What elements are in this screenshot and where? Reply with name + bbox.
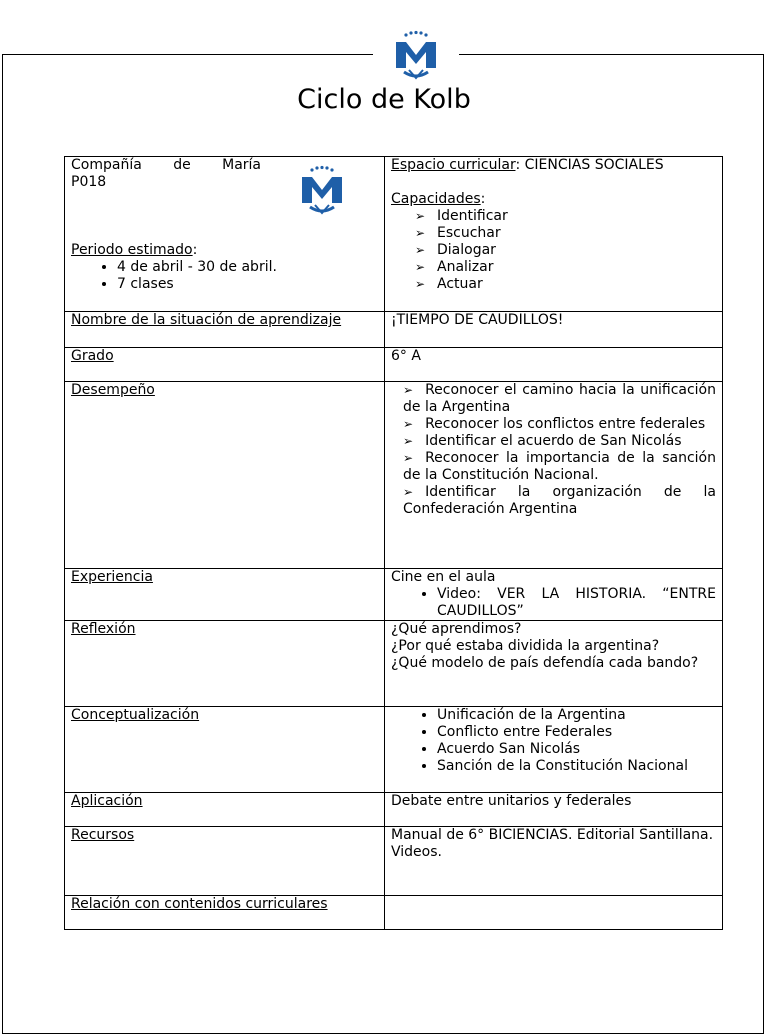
application-label: Aplicación <box>71 793 143 809</box>
page-title: Ciclo de Kolb <box>297 84 471 115</box>
list-item: ➢ Reconocer los conflictos entre federales <box>403 416 706 432</box>
area-line <box>391 157 716 174</box>
period-label: Periodo estimado <box>71 242 193 258</box>
capacities-list <box>391 208 716 293</box>
table-row <box>65 382 723 569</box>
compania-de-maria-logo-icon <box>279 163 365 219</box>
grade-value: 6° A <box>385 348 723 382</box>
table-row <box>65 621 723 707</box>
info-cell <box>65 157 385 312</box>
period-list <box>71 259 378 293</box>
list-item: ➢ Escuchar <box>391 225 716 242</box>
reflection-line: ¿Qué aprendimos? <box>391 621 522 637</box>
performance-label: Desempeño <box>71 382 155 398</box>
capacities-label: Capacidades <box>391 191 481 207</box>
table-row <box>65 793 723 827</box>
reflection-cell <box>385 621 723 707</box>
row-label-cell <box>65 621 385 707</box>
table-row <box>65 348 723 382</box>
arrow-bullet-icon: ➢ <box>403 485 414 499</box>
reflection-line: ¿Por qué estaba dividida la argentina? <box>391 638 660 654</box>
arrow-bullet-icon: ➢ <box>403 434 414 448</box>
list-item: ➢ Identificar la organización de la Confederación Argentina <box>403 484 716 517</box>
compania-de-maria-logo-icon <box>373 28 459 84</box>
arrow-bullet-icon: ➢ <box>403 451 414 465</box>
list-item: • 7 clases <box>117 276 378 293</box>
row-label-cell <box>65 382 385 569</box>
row-label-cell <box>65 896 385 930</box>
row-label-cell <box>65 707 385 793</box>
row-label-cell <box>65 569 385 621</box>
table-row <box>65 827 723 896</box>
table-row <box>65 312 723 348</box>
list-item: • 4 de abril - 30 de abril. <box>117 259 378 276</box>
grade-label: Grado <box>71 348 114 364</box>
concept-list <box>391 707 716 775</box>
experience-cell <box>385 569 723 621</box>
relation-value <box>385 896 723 930</box>
list-item: ➢ Analizar <box>391 259 716 276</box>
resources-label: Recursos <box>71 827 135 843</box>
performance-cell <box>385 382 723 569</box>
capacities-heading: Capacidades: <box>391 191 486 207</box>
period-heading: Periodo estimado: <box>71 242 198 258</box>
relation-label: Relación con contenidos curriculares <box>71 896 328 912</box>
row-label-cell <box>65 348 385 382</box>
area-cell <box>385 157 723 312</box>
list-item: • Conflicto entre Federales <box>437 724 716 741</box>
application-value: Debate entre unitarios y federales <box>385 793 723 827</box>
concept-label: Conceptualización <box>71 707 200 723</box>
reflection-label: Reflexión <box>71 621 136 637</box>
list-item: • Sanción de la Constitución Nacional <box>437 758 716 775</box>
area-label: Espacio curricular <box>391 157 516 173</box>
experience-list <box>391 586 716 620</box>
info-row <box>65 157 723 312</box>
resources-line: Videos. <box>391 844 442 860</box>
name-value: ¡TIEMPO DE CAUDILLOS! <box>385 312 723 348</box>
reflection-line: ¿Qué modelo de país defendía cada bando? <box>391 655 699 671</box>
list-item: • Unificación de la Argentina <box>437 707 716 724</box>
list-item: • Video: VER LA HISTORIA. “ENTRE CAUDILLOS” <box>437 586 716 620</box>
institution-code: P018 <box>71 174 107 190</box>
kolb-table <box>64 156 723 930</box>
resources-cell <box>385 827 723 896</box>
list-item: ➢ Dialogar <box>391 242 716 259</box>
list-item: • Acuerdo San Nicolás <box>437 741 716 758</box>
resources-line: Manual de 6° BICIENCIAS. Editorial Santillana. <box>391 827 714 843</box>
row-label-cell <box>65 312 385 348</box>
area-value: : CIENCIAS SOCIALES <box>515 157 664 173</box>
list-item: ➢ Reconocer la importancia de la sanción de la Constitución Nacional. <box>403 450 716 483</box>
row-label-cell <box>65 793 385 827</box>
list-item: ➢ Actuar <box>391 276 716 293</box>
table-row <box>65 569 723 621</box>
institution-name: Compañía de María <box>71 157 261 173</box>
name-label: Nombre de la situación de aprendizaje <box>71 312 342 328</box>
arrow-bullet-icon: ➢ <box>403 383 414 397</box>
table-row <box>65 707 723 793</box>
row-label-cell <box>65 827 385 896</box>
experience-intro: Cine en el aula <box>391 569 496 585</box>
list-item: ➢ Reconocer el camino hacia la unificación de la Argentina <box>403 382 716 415</box>
experience-label: Experiencia <box>71 569 153 585</box>
concept-cell <box>385 707 723 793</box>
list-item: ➢ Identificar el acuerdo de San Nicolás <box>403 433 682 449</box>
table-row <box>65 896 723 930</box>
list-item: ➢ Identificar <box>391 208 716 225</box>
arrow-bullet-icon: ➢ <box>403 417 414 431</box>
